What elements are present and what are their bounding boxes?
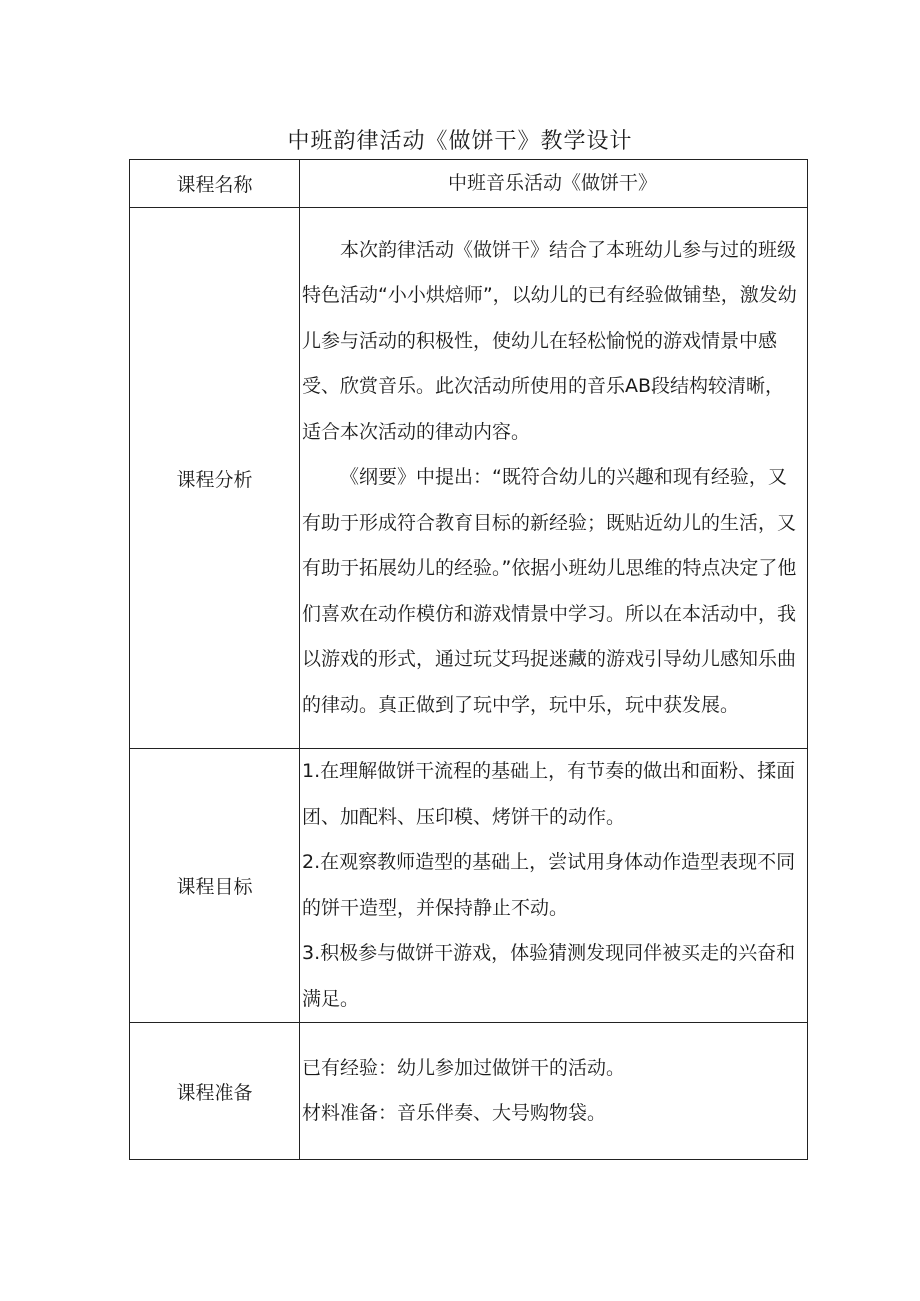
goal-item: 1.在理解做饼干流程的基础上，有节奏的做出和面粉、揉面团、加配料、压印模、烤饼干的动作。 bbox=[302, 760, 796, 828]
row-label-course-goals: 课程目标 bbox=[130, 749, 300, 1023]
analysis-paragraph: 本次韵律活动《做饼干》结合了本班幼儿参与过的班级特色活动“小小烘焙师”，以幼儿的已有经验做铺垫，激发幼儿参与活动的积极性，使幼儿在轻松愉悦的游戏情景中感受、欣赏音乐。此次活动所使用的音乐AB段结构较清晰，适合本次活动的律动内容。 bbox=[302, 238, 797, 443]
table-row bbox=[130, 208, 808, 749]
analysis-paragraph: 《纲要》中提出：“既符合幼儿的兴趣和现有经验，又有助于形成符合教育目标的新经验；既贴近幼儿的生活，又有助于拓展幼儿的经验。”依据小班幼儿思维的特点决定了他们喜欢在动作模仿和游戏情景中学习。所以在本活动中，我以游戏的形式，通过玩艾玛捉迷藏的游戏引导幼儿感知乐曲的律动。真正做到了玩中学，玩中乐，玩中获发展。 bbox=[302, 466, 797, 716]
row-label-course-name: 课程名称 bbox=[130, 160, 300, 208]
course-preparation-cell bbox=[300, 1023, 808, 1160]
row-label-course-preparation: 课程准备 bbox=[130, 1023, 300, 1160]
table-row bbox=[130, 160, 808, 208]
table-row bbox=[130, 749, 808, 1023]
preparation-item: 材料准备：音乐伴奏、大号购物袋。 bbox=[302, 1102, 607, 1124]
course-goals-cell bbox=[300, 749, 808, 1023]
lesson-plan-table bbox=[129, 159, 808, 1160]
table-row bbox=[130, 1023, 808, 1160]
goal-item: 2.在观察教师造型的基础上，尝试用身体动作造型表现不同的饼干造型，并保持静止不动。 bbox=[302, 851, 796, 919]
course-name-value: 中班音乐活动《做饼干》 bbox=[300, 160, 808, 208]
course-analysis-cell bbox=[300, 208, 808, 749]
preparation-item: 已有经验：幼儿参加过做饼干的活动。 bbox=[302, 1056, 626, 1079]
goal-item: 3.积极参与做饼干游戏，体验猜测发现同伴被买走的兴奋和满足。 bbox=[302, 942, 796, 1010]
document-title: 中班韵律活动《做饼干》教学设计 bbox=[287, 129, 633, 154]
row-label-course-analysis: 课程分析 bbox=[130, 208, 300, 749]
